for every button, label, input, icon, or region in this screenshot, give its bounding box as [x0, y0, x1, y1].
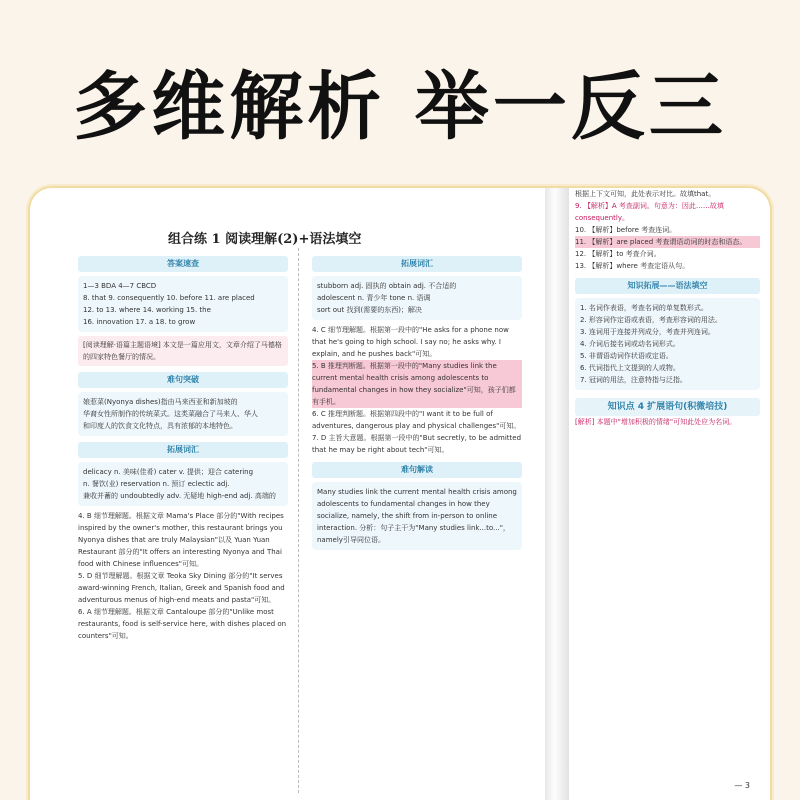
- knowledge-line: 7. 冠词的用法，注意特指与泛指。: [580, 376, 687, 384]
- explanation-item: 4. C 细节理解题。根据第一段中的"He asks for a phone now that he's going to high school. I say no; he asks why. I explain, and he pushes back"可知。: [312, 326, 509, 358]
- theme-note: [阅读理解·语篇主题语境] 本文是一篇应用文，文章介绍了马德格的四家特色餐厅的情况。: [78, 336, 288, 366]
- vocab-line: delicacy n. 美味(佳肴) cater v. 提供；迎合 catering: [83, 468, 254, 476]
- knowledge-line: 1. 名词作表语，考查名词的单复数形式。: [580, 304, 708, 312]
- vocab-box: [312, 276, 522, 320]
- explanation-item: 4. B 细节理解题。根据文章 Mama's Place 部分的"With recipes inspired by the owner's mother, this restaurant brings you Nyonya dishes that are truly Malaysian"以及 Yuan Yuan Restaurant 部分的"It offers an interesting Nyonya and Thai food with Chinese influences"可知。: [78, 512, 284, 568]
- answer-line: 12. to 13. where 14. working 15. the: [83, 306, 211, 314]
- explanation-item: 6. C 推理判断题。根据第四段中的"I want it to be full of adventures, dangerous play and physical challenges"可知。: [312, 410, 521, 430]
- knowledge-section-title: 知识点 4 扩展语句(积微培技): [575, 398, 760, 416]
- highlighted-explanation: 5. B 推理判断题。根据第一段中的"Many studies link the current mental health crisis among adolescents to fundamental changes in how they socialize"可知，孩子们都有手机。: [312, 360, 522, 408]
- right-line: 9. 【解析】A 考查副词。句意为：因此……故填 consequently。: [575, 202, 724, 222]
- vocab-line: adolescent n. 青少年 tone n. 语调: [317, 294, 431, 302]
- right-line: 根据上下文可知，此处表示对比。故填that。: [575, 190, 716, 198]
- knowledge-line: 4. 介词后接名词或动名词形式。: [580, 340, 680, 348]
- translate-line: 和印度人的饮食文化特点，具有浓郁的本地特色。: [83, 422, 237, 430]
- vocab-line: sort out 找到(需要的东西)；解决: [317, 306, 422, 314]
- answer-line: 8. that 9. consequently 10. before 11. are placed: [83, 294, 255, 302]
- vocab-heading: 拓展词汇: [78, 442, 288, 458]
- vocab-line: 兼收并蓄的 undoubtedly adv. 无疑地 high-end adj. 高端的: [83, 492, 276, 500]
- page-headline: 多维解析 举一反三: [73, 64, 727, 150]
- vocab-box: [78, 462, 288, 506]
- translate-line: 华裔女性所制作的传统菜式。这类菜融合了马来人、华人: [83, 410, 258, 418]
- knowledge-line: 3. 连词用于连接并列成分，考查并列连词。: [580, 328, 715, 336]
- middle-column: [312, 250, 522, 554]
- vocab-line: n. 餐饮(业) reservation n. 预订 eclectic adj.: [83, 480, 230, 488]
- knowledge-box: [575, 298, 760, 390]
- answer-line: 16. innovation 17. a 18. to grow: [83, 318, 196, 326]
- right-page-column: [575, 188, 760, 428]
- book-spread: [30, 188, 770, 800]
- translate-heading: 难句突破: [78, 372, 288, 388]
- vocab-line: stubborn adj. 固执的 obtain adj. 不合适的: [317, 282, 457, 290]
- translate-box: [78, 392, 288, 436]
- explanation-item: 5. D 细节理解题。根据文章 Teoka Sky Dining 部分的"It serves award-winning French, Italian, Greek and Spanish food and adventurous menus of high-end meats and pasta"可知。: [78, 572, 285, 604]
- translate-line: 娘惹菜(Nyonya dishes)指由马来西亚和新加坡的: [83, 398, 238, 406]
- explanation-item: 6. A 细节理解题。根据文章 Cantaloupe 部分的"Unlike most restaurants, food is self-service here, with dishes placed on counters"可知。: [78, 608, 287, 640]
- page-number: — 3: [734, 781, 750, 790]
- left-column: [78, 250, 288, 642]
- vocab-heading: 拓展词汇: [312, 256, 522, 272]
- right-line: 10. 【解析】before 考查连词。: [575, 226, 677, 234]
- answers-heading: 答案速查: [78, 256, 288, 272]
- tail-analysis: [解析] 本题中"增加积极的情绪"可知此处应为名词。: [575, 418, 737, 426]
- page-title: 组合练 1 阅读理解(2)+语法填空: [168, 232, 362, 247]
- answer-line: 1—3 BDA 4—7 CBCD: [83, 282, 157, 290]
- answers-box: [78, 276, 288, 332]
- right-line: 11. 【解析】are placed 考查谓语动词的时态和语态。: [575, 236, 760, 248]
- analysis-box: Many studies link the current mental health crisis among adolescents to fundamental changes in how they socialize, namely, the shift from in-person to online interaction. 分析：句子主干为"Many studies link...to..."，namely引导同位语。: [312, 482, 522, 550]
- knowledge-line: 5. 非谓语动词作状语或定语。: [580, 352, 673, 360]
- knowledge-line: 6. 代词指代上文提到的人或物。: [580, 364, 680, 372]
- explanation-item: 7. D 主旨大意题。根据第一段中的"But secretly, to be admitted that he may be right about tech"可知。: [312, 434, 522, 454]
- right-line: 12. 【解析】to 考查介词。: [575, 250, 661, 258]
- knowledge-box-heading: 知识拓展——语法填空: [575, 278, 760, 294]
- knowledge-line: 2. 形容词作定语或表语，考查形容词的用法。: [580, 316, 722, 324]
- analysis-heading: 难句解读: [312, 462, 522, 478]
- right-line: 13. 【解析】where 考查定语从句。: [575, 262, 690, 270]
- book-spine: [545, 188, 569, 800]
- column-divider: [298, 248, 299, 793]
